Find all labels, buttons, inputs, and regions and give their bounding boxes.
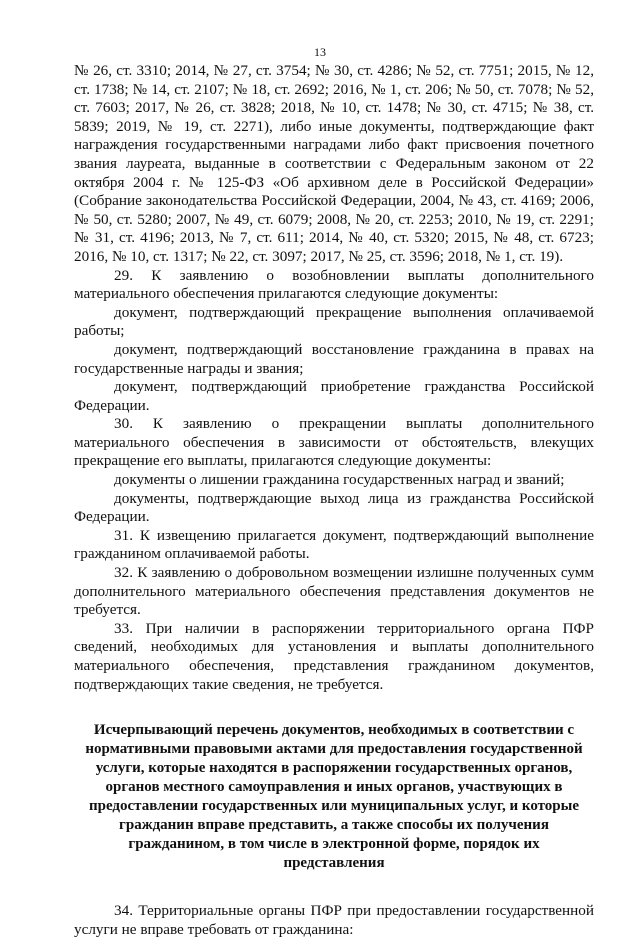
paragraph-32: 32. К заявлению о добровольном возмещении излишне полученных сумм дополнительного материального обеспечения представления документов не требуется. <box>74 564 594 619</box>
paragraph-33: 33. При наличии в распоряжении территориального органа ПФР сведений, необходимых для установления и выплаты дополнительного материального обеспечения, представления гражданином документов, подтверждающих такие сведения, не требуется. <box>74 619 594 693</box>
paragraph-29-item-3: документ, подтверждающий приобретение гражданства Российской Федерации. <box>74 378 594 414</box>
paragraph-continuation: № 26, ст. 3310; 2014, № 27, ст. 3754; № 30, ст. 4286; № 52, ст. 7751; 2015, № 12, ст. 1738; № 14, ст. 2107; № 18, ст. 2692; 2016, № 1, ст. 206; № 50, ст. 7078; № 52, ст. 7603; 2017, № 26, ст. 3828; 2018, № 10, ст. 1478; № 30, ст. 4715; № 38, ст. 5839; 2019, № 19, ст. 2271), либо иные документы, подтверждающие факт награждения государственными наградами либо факт присвоения почетного звания лауреата, выданные в соответствии с Федеральным законом от 22 октября 2004 г. № 125-ФЗ «Об архивном деле в Российской Федерации» (Собрание законодательства Российской Федерации, 2004, № 43, ст. 4169; 2006, № 50, ст. 5280; 2007, № 49, ст. 6079; 2008, № 20, ст. 2253; 2010, № 19, ст. 2291; № 31, ст. 4196; 2013, № 7, ст. 611; 2014, № 40, ст. 5320; 2015, № 48, ст. 6723; 2016, № 10, ст. 1317; № 22, ст. 3097; 2017, № 25, ст. 3596; 2018, № 1, ст. 19). <box>74 62 594 265</box>
paragraph-31: 31. К извещению прилагается документ, подтверждающий выполнение гражданином оплачиваемой работы. <box>74 526 594 563</box>
paragraph-30-item-2: документы, подтверждающие выход лица из гражданства Российской Федерации. <box>74 489 594 526</box>
page-number: 13 <box>314 45 326 59</box>
document-body <box>74 62 594 940</box>
section-heading: Исчерпывающий перечень документов, необходимых в соответствии с нормативными правовыми актами для предоставления государственной услуги, которые находятся в распоряжении государственных органов, органов местного самоуправления и иных органов, участвующих в предоставлении государственных или муниципальных услуг, и которые гражданин вправе представить, а также способы их получения гражданином, в том числе в электронной форме, порядок их представления <box>85 722 583 871</box>
paragraph-30-item-1: документы о лишении гражданина государственных наград и званий; <box>114 471 565 489</box>
paragraph-29-item-1: документ, подтверждающий прекращение выполнения оплачиваемой работы; <box>74 303 594 340</box>
paragraph-30: 30. К заявлению о прекращении выплаты дополнительного материального обеспечения в зависимости от обстоятельств, влекущих прекращение его выплаты, прилагаются следующие документы: <box>74 415 594 470</box>
paragraph-29: 29. К заявлению о возобновлении выплаты дополнительного материального обеспечения прилагаются следующие документы: <box>74 266 594 303</box>
paragraph-34: 34. Территориальные органы ПФР при предоставлении государственной услуги не вправе требовать от гражданина: <box>74 902 594 939</box>
paragraph-29-item-2: документ, подтверждающий восстановление гражданина в правах на государственные награды и звания; <box>74 340 594 377</box>
